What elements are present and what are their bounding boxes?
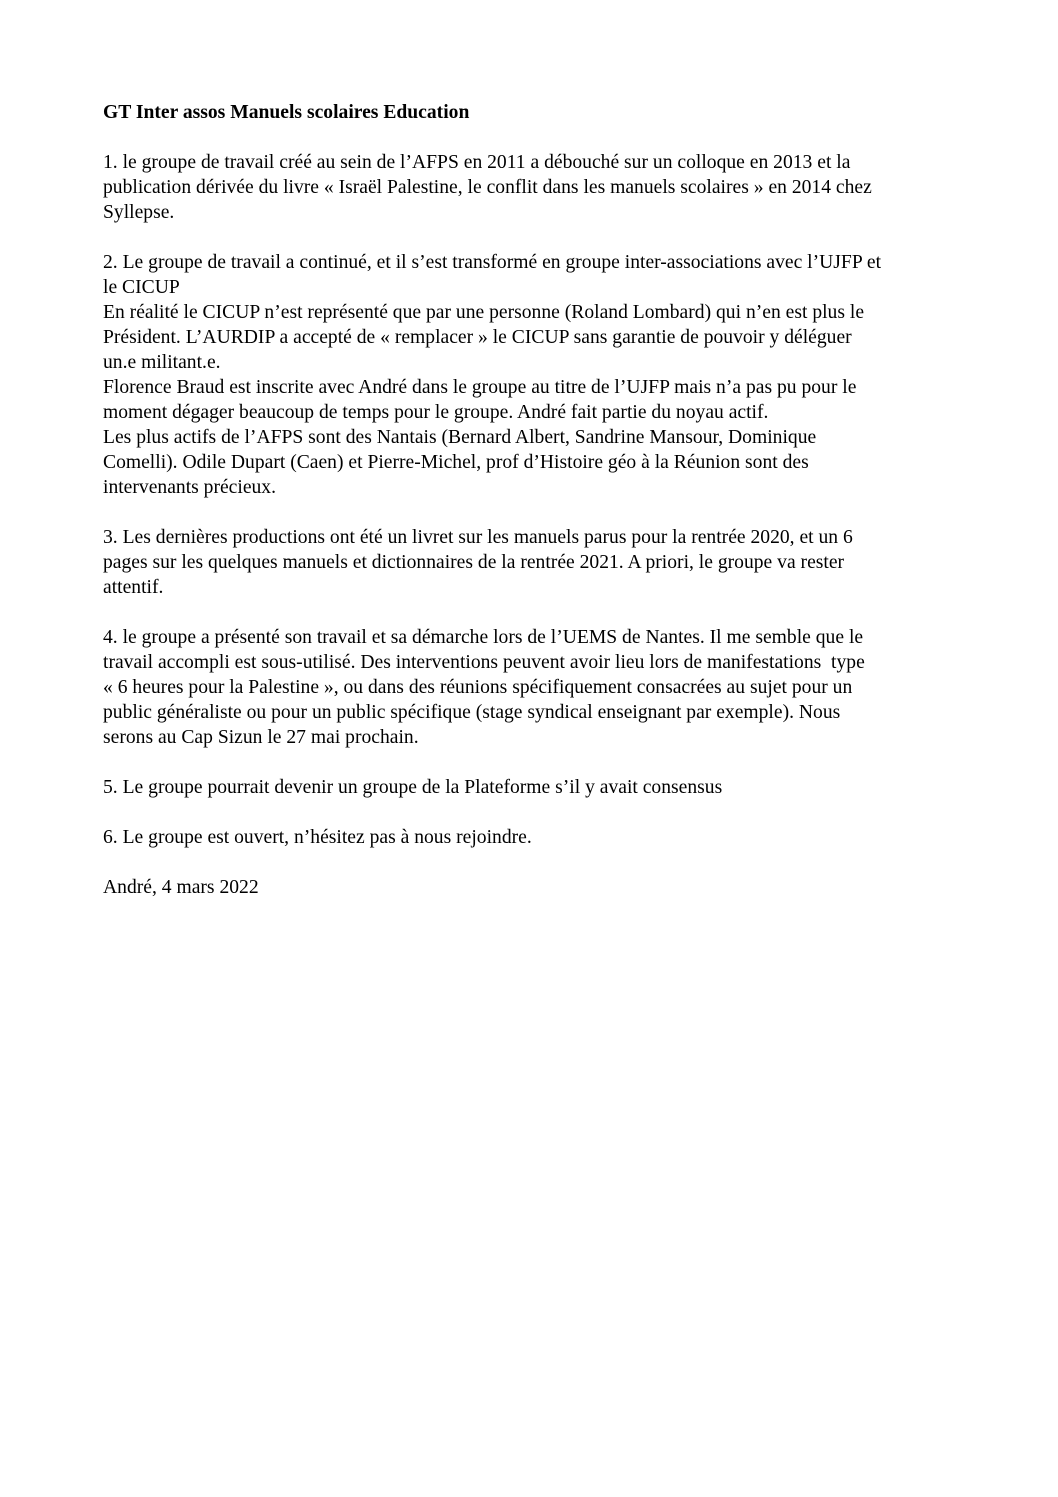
text-line: moment dégager beaucoup de temps pour le groupe. André fait partie du noyau actif. bbox=[103, 402, 769, 423]
paragraph-1 bbox=[103, 150, 973, 225]
text-line: Comelli). Odile Dupart (Caen) et Pierre-Michel, prof d’Histoire géo à la Réunion sont des bbox=[103, 452, 809, 473]
paragraph-gap bbox=[103, 225, 973, 250]
text-line: serons au Cap Sizun le 27 mai prochain. bbox=[103, 727, 419, 748]
text-line: 4. le groupe a présenté son travail et sa démarche lors de l’UEMS de Nantes. Il me semble que le bbox=[103, 627, 864, 648]
text-line: 1. le groupe de travail créé au sein de l’AFPS en 2011 a débouché sur un colloque en 2013 et la bbox=[103, 152, 851, 173]
paragraph-4 bbox=[103, 625, 973, 750]
text-line: le CICUP bbox=[103, 277, 180, 298]
text-line: « 6 heures pour la Palestine », ou dans des réunions spécifiquement consacrées au sujet pour un bbox=[103, 677, 853, 698]
paragraph-3 bbox=[103, 525, 973, 600]
document-title: GT Inter assos Manuels scolaires Education bbox=[103, 102, 470, 123]
paragraph-gap bbox=[103, 850, 973, 875]
paragraph-gap bbox=[103, 500, 973, 525]
text-line: Florence Braud est inscrite avec André dans le groupe au titre de l’UJFP mais n’a pas pu pour le bbox=[103, 377, 857, 398]
text-line: 5. Le groupe pourrait devenir un groupe de la Plateforme s’il y avait consensus bbox=[103, 777, 723, 798]
text-line: Les plus actifs de l’AFPS sont des Nantais (Bernard Albert, Sandrine Mansour, Dominique bbox=[103, 427, 817, 448]
text-line: 3. Les dernières productions ont été un livret sur les manuels parus pour la rentrée 2020, et un 6 bbox=[103, 527, 853, 548]
text-line: attentif. bbox=[103, 577, 164, 598]
text-line: André, 4 mars 2022 bbox=[103, 877, 259, 898]
document-body bbox=[103, 100, 973, 900]
paragraph-5 bbox=[103, 775, 973, 800]
text-line: un.e militant.e. bbox=[103, 352, 221, 373]
paragraph-gap bbox=[103, 600, 973, 625]
text-line: 6. Le groupe est ouvert, n’hésitez pas à nous rejoindre. bbox=[103, 827, 532, 848]
text-line: pages sur les quelques manuels et dictionnaires de la rentrée 2021. A priori, le groupe va rester bbox=[103, 552, 845, 573]
text-line: publication dérivée du livre « Israël Palestine, le conflit dans les manuels scolaires » en 2014 chez bbox=[103, 177, 872, 198]
text-line: En réalité le CICUP n’est représenté que par une personne (Roland Lombard) qui n’en est plus le bbox=[103, 302, 865, 323]
paragraph-gap bbox=[103, 750, 973, 775]
text-line: public généraliste ou pour un public spécifique (stage syndical enseignant par exemple). Nous bbox=[103, 702, 841, 723]
text-line: intervenants précieux. bbox=[103, 477, 277, 498]
text-line: Président. L’AURDIP a accepté de « remplacer » le CICUP sans garantie de pouvoir y déléguer bbox=[103, 327, 852, 348]
signature-date bbox=[103, 875, 973, 900]
text-line: travail accompli est sous-utilisé. Des interventions peuvent avoir lieu lors de manifestations type bbox=[103, 652, 865, 673]
paragraph-2 bbox=[103, 250, 973, 500]
text-line: 2. Le groupe de travail a continué, et il s’est transformé en groupe inter-associations avec l’UJFP et bbox=[103, 252, 882, 273]
paragraph-gap bbox=[103, 800, 973, 825]
paragraph-gap bbox=[103, 125, 973, 150]
text-line: Syllepse. bbox=[103, 202, 175, 223]
paragraph-6 bbox=[103, 825, 973, 850]
